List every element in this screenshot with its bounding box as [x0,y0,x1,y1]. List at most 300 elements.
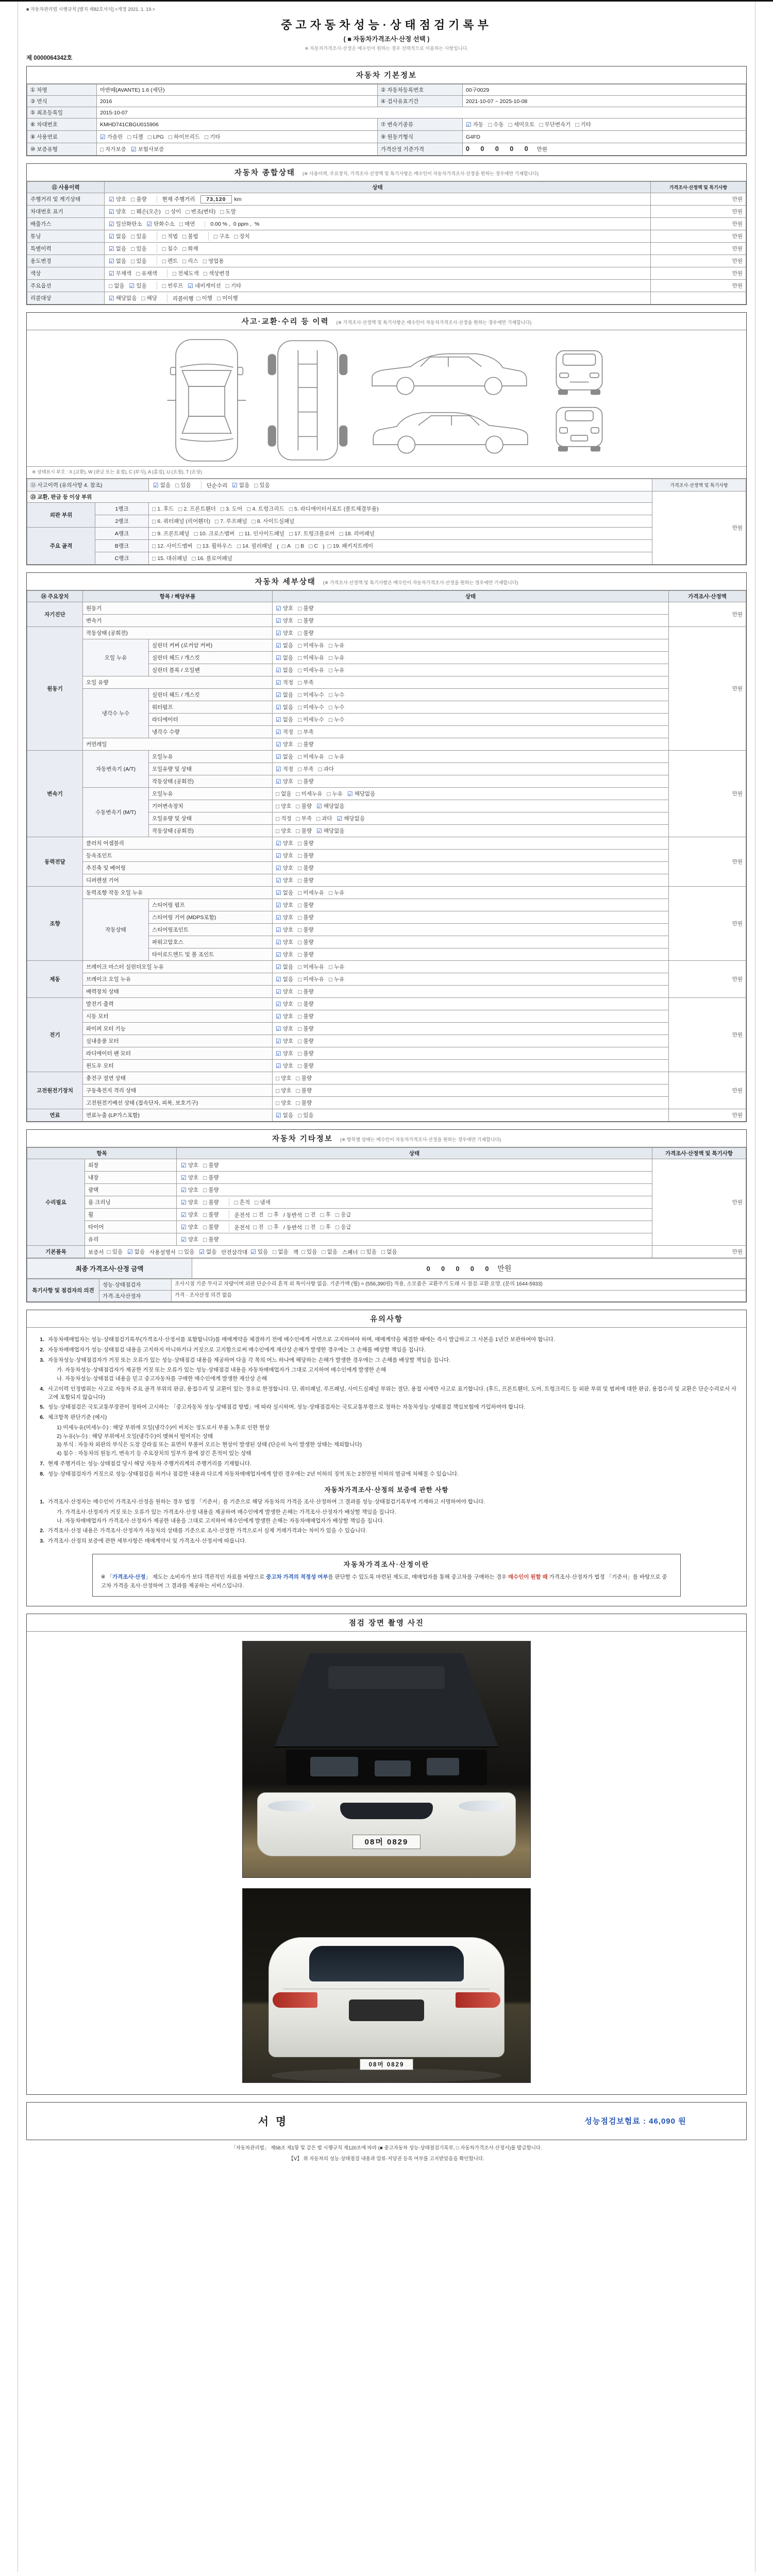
checkbox-불량[interactable]: □ 불량 [298,617,314,624]
checkbox-양호[interactable]: ☑ 양호 [181,1235,199,1243]
checkbox-전체도색[interactable]: □ 전체도색 [172,269,199,277]
item-label: 파워고압호스 [149,936,273,948]
status-options [273,1109,669,1122]
checkbox-없음[interactable]: □ 없음 [381,1248,397,1256]
checkbox-불량[interactable]: □ 불량 [298,901,314,909]
checkbox-icon: □ [213,232,217,240]
checkbox-불량[interactable]: □ 불량 [298,852,314,859]
checkbox-있음[interactable]: ☑ 있음 [129,282,147,290]
checkbox-양호[interactable]: □ 양호 [276,1074,292,1082]
checkbox-없음[interactable]: ☑ 없음 [276,753,294,760]
checkbox-없음[interactable]: ☑ 없음 [127,1248,145,1256]
checkbox-자동[interactable]: ☑ 자동 [466,121,484,128]
checkbox-양호[interactable]: ☑ 양호 [276,951,294,958]
checkbox-18. 리어패널[interactable]: □ 18. 리어패널 [339,530,375,537]
checkbox-없음[interactable]: ☑ 없음 [276,654,294,662]
checkbox-해당없음[interactable]: ☑ 해당없음 [347,790,376,798]
notice-item [36,1357,737,1365]
status-value [177,1172,652,1184]
checkbox-불량[interactable]: □ 불량 [298,1062,314,1070]
checkbox-불량[interactable]: □ 불량 [298,1012,314,1020]
checkbox-없음[interactable]: □ 없음 [322,1248,338,1256]
device-group-label: 연료 [27,1109,83,1122]
status-segment [152,481,201,489]
checkbox-침수[interactable]: □ 침수 [162,245,178,252]
item-label: 오일유량 및 상태 [149,812,273,825]
checkbox-양호[interactable]: ☑ 양호 [276,913,294,921]
checkbox-유채색[interactable]: □ 유채색 [136,269,157,277]
checkbox-11. 인사이드패널[interactable]: □ 11. 인사이드패널 [239,530,284,537]
checkbox-수동[interactable]: □ 수동 [488,121,504,128]
signature-label[interactable]: 서명 [258,2115,294,2128]
checkbox-과다[interactable]: □ 과다 [318,765,334,773]
field-label: ③ 연식 [27,96,97,107]
checkbox-해당없음[interactable]: ☑ 해당없음 [109,294,137,302]
checkbox-전[interactable]: □ 전 [253,1211,264,1218]
checkbox-1. 후드[interactable]: □ 1. 후드 [152,505,174,513]
status-options [273,887,669,899]
checkbox-탄화수소[interactable]: ☑ 탄화수소 [146,220,175,228]
checkbox-없음[interactable]: ☑ 없음 [276,691,294,699]
checkbox-디젤[interactable]: □ 디젤 [127,133,143,141]
checkbox-색상변경[interactable]: □ 색상변경 [203,269,230,277]
checkbox-양호[interactable]: ☑ 양호 [276,1037,294,1045]
checkbox-매연[interactable]: □ 매연 [179,220,195,228]
checkbox-불량[interactable]: □ 불량 [298,1049,314,1057]
checkbox-미세누수[interactable]: □ 미세누수 [298,691,324,699]
checkbox-icon: □ [298,765,302,773]
checkbox-있음[interactable]: ☑ 있음 [250,1248,268,1256]
checkbox-C[interactable]: □ C [309,542,318,550]
text-token: 사용설명서 [149,1249,176,1256]
remarks-role: 가격·조사산정자 [99,1291,172,1302]
checkbox-icon: □ [301,1248,306,1256]
checkbox-6. 쿼터패널 (리어휀더)[interactable]: □ 6. 쿼터패널 (리어휀더) [152,517,210,525]
checkbox-불량[interactable]: □ 불량 [298,629,314,637]
status-value [105,255,651,267]
checkbox-icon: ☑ [109,257,114,265]
item-label: 배출가스 [27,218,105,230]
checkbox-있음[interactable]: □ 있음 [131,232,147,240]
item-label: 동력조향 작동 오일 누유 [83,887,273,899]
column-header: ⑭ 주요장치 [27,591,83,602]
checkbox-누유[interactable]: □ 누유 [328,641,345,649]
checkbox-양호[interactable]: □ 양호 [276,1099,292,1107]
checkbox-불량[interactable]: □ 불량 [298,604,314,612]
checkbox-icon: □ [298,753,302,760]
checkbox-네비게이션[interactable]: ☑ 네비게이션 [188,282,221,290]
checkbox-12. 사이드멤버[interactable]: □ 12. 사이드멤버 [152,542,193,550]
checkbox-양호[interactable]: ☑ 양호 [276,876,294,884]
checkbox-불량[interactable]: □ 불량 [298,926,314,934]
checkbox-미세누유[interactable]: □ 미세누유 [298,753,324,760]
checkbox-해당없음[interactable]: ☑ 해당없음 [316,802,345,810]
checkbox-썬루프[interactable]: □ 썬루프 [162,282,183,290]
checkbox-없음[interactable]: ☑ 없음 [276,666,294,674]
checkbox-A[interactable]: □ A [281,542,291,550]
checkbox-icon: ☑ [276,951,281,958]
rank-label: C랭크 [95,552,149,565]
checkbox-불량[interactable]: □ 불량 [296,1099,312,1107]
checkbox-불량[interactable]: □ 불량 [298,864,314,872]
checkbox-렌트[interactable]: □ 렌트 [162,257,178,265]
checkbox-icon: □ [322,1248,326,1256]
checkbox-불량[interactable]: □ 불량 [298,876,314,884]
checkbox-누유[interactable]: □ 누유 [328,666,345,674]
checkbox-리스[interactable]: □ 리스 [182,257,198,265]
checkbox-icon: □ [203,1186,207,1194]
merged-items [85,1246,652,1258]
checkbox-icon: □ [162,245,166,252]
checkbox-icon: ☑ [188,282,194,290]
checkbox-icon: ☑ [276,938,281,946]
checkbox-후[interactable]: □ 후 [320,1223,331,1231]
checkbox-양호[interactable]: ☑ 양호 [276,617,294,624]
checkbox-5. 라디에이터서포트 (볼트체결부품)[interactable]: □ 5. 라디에이터서포트 (볼트체결부품) [289,505,379,513]
section-title-accident [27,313,746,330]
checkbox-미세누유[interactable]: □ 미세누유 [298,641,324,649]
status-options [273,1097,669,1109]
checkbox-icon: □ [203,257,207,265]
checkbox-기타[interactable]: □ 기타 [225,282,242,290]
checkbox-부족[interactable]: □ 부족 [298,679,314,686]
checkbox-누유[interactable]: □ 누유 [328,889,345,896]
checkbox-없음[interactable]: ☑ 없음 [109,257,127,265]
checkbox-있음[interactable]: □ 있음 [254,481,270,489]
headlight-right [459,1801,505,1812]
status-options [273,936,669,948]
checkbox-있음[interactable]: □ 있음 [175,481,191,489]
checkbox-불량[interactable]: □ 불량 [296,1087,312,1094]
checkbox-양호[interactable]: ☑ 양호 [109,208,127,215]
checkbox-없음[interactable]: ☑ 없음 [276,889,294,896]
checkbox-누유[interactable]: □ 누유 [328,753,345,760]
checkbox-전[interactable]: □ 전 [305,1223,316,1231]
checkbox-icon: ☑ [276,1111,281,1119]
item-label: 기어변속장치 [149,800,273,812]
text-token: 2021-10-07 ~ 2025-10-08 [466,98,528,105]
notice-item-number: 1. [40,1336,44,1343]
checkbox-있음[interactable]: □ 있음 [298,1111,314,1119]
status-options [273,689,669,701]
checkbox-불량[interactable]: □ 불량 [298,1000,314,1008]
engine-block [310,1757,359,1776]
checkbox-없음[interactable]: ☑ 없음 [199,1248,217,1256]
checkbox-화재[interactable]: □ 화재 [182,245,198,252]
checkbox-icon: □ [247,505,251,513]
checkbox-양호[interactable]: ☑ 양호 [181,1198,199,1206]
checkbox-전[interactable]: □ 전 [253,1223,264,1231]
checkbox-있음[interactable]: □ 있음 [131,245,147,252]
checkbox-없음[interactable]: ☑ 없음 [109,245,127,252]
section-overall-state [26,163,747,305]
checkbox-B[interactable]: □ B [295,542,305,550]
checkbox-불량[interactable]: □ 불량 [296,1074,312,1082]
checkbox-해당없음[interactable]: ☑ 해당없음 [337,815,365,822]
checkbox-흔적[interactable]: □ 흔적 [234,1198,250,1206]
checkbox-미세누수[interactable]: □ 미세누수 [298,703,324,711]
table-row [27,1196,746,1209]
checkbox-누유[interactable]: □ 누유 [328,963,345,971]
checkbox-14. 필러패널[interactable]: □ 14. 필러패널 [237,542,273,550]
checkbox-LPG[interactable]: □ LPG [147,133,164,141]
checkbox-양호[interactable]: ☑ 양호 [109,195,127,203]
checkbox-양호[interactable]: ☑ 양호 [276,604,294,612]
checkbox-15. 대쉬패널[interactable]: □ 15. 대쉬패널 [152,554,188,562]
checkbox-해당[interactable]: □ 해당 [141,294,157,302]
basic-info-table [27,84,746,156]
checkbox-양호[interactable]: ☑ 양호 [276,740,294,748]
text-token: 리콜이행 [172,295,194,302]
text-token: 안전삼각대 [221,1249,248,1256]
checkbox-불량[interactable]: □ 불량 [298,740,314,748]
checkbox-불량[interactable]: □ 불량 [203,1211,219,1218]
checkbox-미세누유[interactable]: □ 미세누유 [296,790,323,798]
checkbox-양호[interactable]: ☑ 양호 [276,1012,294,1020]
rear-car-body [268,1937,505,2057]
checkbox-양호[interactable]: ☑ 양호 [181,1211,199,1218]
checkbox-양호[interactable]: ☑ 양호 [276,1049,294,1057]
checkbox-양호[interactable]: ☑ 양호 [276,852,294,859]
checkbox-있음[interactable]: □ 있음 [107,1248,123,1256]
checkbox-도말[interactable]: □ 도말 [220,208,236,215]
checkbox-있음[interactable]: □ 있음 [301,1248,317,1256]
checkbox-없음[interactable]: ☑ 없음 [276,641,294,649]
checkbox-일산화탄소[interactable]: ☑ 일산화탄소 [109,220,142,228]
checkbox-icon: □ [328,716,333,723]
notice-sub-item: 3) 부식 : 자동차 외판의 부식은 도장 갈라짐 또는 표면이 부풀어 오르는 현상이 발생된 상태 (단순히 녹이 발생한 상태는 제외합니다) [57,1442,362,1448]
checkbox-부족[interactable]: □ 부족 [298,765,314,773]
checkbox-있음[interactable]: □ 있음 [178,1248,195,1256]
checkbox-불량[interactable]: □ 불량 [298,938,314,946]
checkbox-양호[interactable]: ☑ 양호 [276,1000,294,1008]
checkbox-불량[interactable]: □ 불량 [298,839,314,847]
checkbox-훼손(오손)[interactable]: □ 훼손(오손) [131,208,161,215]
checkbox-응급[interactable]: □ 응급 [335,1211,351,1218]
document-number: 제 0000064342호 [26,55,73,61]
checkbox-부족[interactable]: □ 부족 [298,728,314,736]
checkbox-자가보증[interactable]: □ 자가보증 [100,145,126,153]
checkbox-icon: □ [320,1223,324,1231]
checkbox-불량[interactable]: □ 불량 [203,1174,219,1181]
checkbox-icon: ☑ [276,617,281,624]
checkbox-불량[interactable]: □ 불량 [298,913,314,921]
checkbox-icon: □ [298,604,302,612]
checkbox-없음[interactable]: ☑ 없음 [109,232,127,240]
document-title: 중고자동차성능·상태점검기록부 [281,19,492,31]
checkbox-없음[interactable]: ☑ 없음 [232,481,250,489]
checkbox-없음[interactable]: ☑ 없음 [276,1111,294,1119]
checkbox-10. 크로스멤버[interactable]: □ 10. 크로스멤버 [194,530,235,537]
status-cell [180,1173,649,1182]
checkbox-없음[interactable]: ☑ 없음 [276,975,294,983]
text-token: G4FD [466,133,481,140]
section-title-overall [27,164,746,181]
checkbox-양호[interactable]: □ 양호 [276,1087,292,1094]
checkbox-무채색[interactable]: ☑ 무채색 [109,269,132,277]
section-title-etc [27,1130,746,1147]
checkbox-icon: ☑ [181,1235,187,1243]
checkbox-icon: □ [217,294,221,302]
checkbox-양호[interactable]: ☑ 양호 [181,1223,199,1231]
checkbox-미세누유[interactable]: □ 미세누유 [298,963,324,971]
checkbox-적정[interactable]: ☑ 적정 [276,728,294,736]
checkbox-변조(변타)[interactable]: □ 변조(변타) [186,208,216,215]
checkbox-양호[interactable]: ☑ 양호 [276,988,294,995]
checkbox-13. 휠하우스[interactable]: □ 13. 휠하우스 [197,542,232,550]
checkbox-양호[interactable]: ☑ 양호 [276,901,294,909]
checkbox-icon: ☑ [337,815,343,822]
checkbox-미이행[interactable]: □ 미이행 [217,294,238,302]
checkbox-영업용[interactable]: □ 영업용 [203,257,224,265]
checkbox-후[interactable]: □ 후 [320,1211,331,1218]
checkbox-냄새[interactable]: □ 냄새 [255,1198,271,1206]
checkbox-이행[interactable]: □ 이행 [196,294,213,302]
checkbox-불량[interactable]: □ 불량 [203,1161,219,1169]
checkbox-2. 프론트휀더[interactable]: □ 2. 프론트휀더 [178,505,216,513]
checkbox-가솔린[interactable]: ☑ 가솔린 [100,133,123,141]
checkbox-누수[interactable]: □ 누수 [328,716,345,723]
checkbox-icon: □ [289,505,293,513]
checkbox-양호[interactable]: ☑ 양호 [276,938,294,946]
checkbox-없음[interactable]: ☑ 없음 [276,703,294,711]
checkbox-양호[interactable]: ☑ 양호 [276,839,294,847]
checkbox-세미오토[interactable]: □ 세미오토 [508,121,535,128]
checkbox-icon: ☑ [181,1161,187,1169]
notice-item-text: 자동차성능·상태점검자가 거짓 또는 오류가 있는 성능·상태점검 내용을 제공하여 다음 각 목의 어느 하나에 해당하는 손해가 발생한 경우에는 그 손해를 배상할 책임을 집니다. [48,1357,451,1363]
checkbox-불량[interactable]: □ 불량 [203,1223,219,1231]
checkbox-양호[interactable]: ☑ 양호 [276,1062,294,1070]
checkbox-양호[interactable]: ☑ 양호 [181,1161,199,1169]
definition-text-part: 가격조사·산정자가 법정 「기준서」를 바탕으로 중고차 가격을 조사·산정하여 그 결과를 제공하는 서비스입니다. [100,1574,667,1589]
checkbox-icon: ☑ [276,913,281,921]
checkbox-8. 사이드실패널[interactable]: □ 8. 사이드실패널 [251,517,295,525]
checkbox-불량[interactable]: □ 불량 [298,951,314,958]
photo-rear-view [242,1888,531,2083]
checkbox-없음[interactable]: □ 없음 [276,790,292,798]
checkbox-누유[interactable]: □ 누유 [328,975,345,983]
checkbox-누유[interactable]: □ 누유 [327,790,343,798]
status-options [273,924,669,936]
table-row [27,788,746,800]
checkbox-있음[interactable]: □ 있음 [131,257,147,265]
checkbox-적정[interactable]: □ 적정 [276,815,292,822]
notice-item-text: 자동차매매업자가 성능·상태점검 내용을 고지하지 아니하거나 거짓으로 고지함으로써 매수인에게 재산상 손해가 발생한 경우에는 그 손해를 배상할 책임을 집니다. [48,1346,426,1353]
checkbox-양호[interactable]: ☑ 양호 [276,1025,294,1032]
checkbox-없음[interactable]: ☑ 없음 [276,963,294,971]
checkbox-양호[interactable]: □ 양호 [276,827,292,835]
status-options [273,664,669,676]
checkbox-불량[interactable]: □ 불량 [203,1198,219,1206]
checkbox-icon: □ [575,121,579,128]
checkbox-불량[interactable]: □ 불량 [298,1025,314,1032]
checkbox-적정[interactable]: ☑ 적정 [276,765,294,773]
checkbox-무단변속기[interactable]: □ 무단변속기 [539,121,571,128]
checkbox-3. 도어[interactable]: □ 3. 도어 [220,505,243,513]
checkbox-후[interactable]: □ 후 [268,1223,279,1231]
checkbox-미세누유[interactable]: □ 미세누유 [298,975,324,983]
checkbox-보험사보증[interactable]: ☑ 보험사보증 [130,145,164,153]
checkbox-불량[interactable]: □ 불량 [203,1186,219,1194]
checkbox-전[interactable]: □ 전 [305,1211,316,1218]
notice-sub-item: 나. 자동차매매업자가 가격조사·산정자가 제공한 내용을 그대로 고지하여 매수인에게 발생한 손해는 자동차매매업자가 배상할 책임을 집니다. [57,1517,384,1524]
checkbox-양호[interactable]: ☑ 양호 [276,926,294,934]
checkbox-누수[interactable]: □ 누수 [328,691,345,699]
field-label: ⑤ 최초등록일 [27,107,97,118]
checkbox-적정[interactable]: ☑ 적정 [276,679,294,686]
checkbox-16. 플로어패널[interactable]: □ 16. 플로어패널 [192,554,232,562]
checkbox-미세누유[interactable]: □ 미세누유 [298,654,324,662]
checkbox-없음[interactable]: ☑ 없음 [153,481,171,489]
status-segment [108,294,167,302]
checkbox-적법[interactable]: □ 적법 [162,232,178,240]
checkbox-불량[interactable]: □ 불량 [296,827,312,835]
checkbox-하이브리드[interactable]: □ 하이브리드 [169,133,200,141]
checkbox-없음[interactable]: ☑ 없음 [276,716,294,723]
checkbox-불량[interactable]: □ 불량 [203,1235,219,1243]
checkbox-누유[interactable]: □ 누유 [328,654,345,662]
checkbox-19. 패키지트레이[interactable]: □ 19. 패키지트레이 [327,542,374,550]
checkbox-응급[interactable]: □ 응급 [335,1223,351,1231]
checkbox-해당없음[interactable]: ☑ 해당없음 [316,827,345,835]
checkbox-없음[interactable]: □ 없음 [109,282,125,290]
final-price-value: 0 0 0 0 0 만원 [192,1259,746,1279]
checkbox-양호[interactable]: □ 양호 [276,802,292,810]
checkbox-불량[interactable]: □ 불량 [298,1037,314,1045]
field-label: ⑥ 차대번호 [27,118,97,131]
checkbox-9. 프론트패널[interactable]: □ 9. 프론트패널 [152,530,190,537]
checkbox-미세누유[interactable]: □ 미세누유 [298,889,324,896]
checkbox-미세누유[interactable]: □ 미세누유 [298,666,324,674]
checkbox-기타[interactable]: □ 기타 [204,133,221,141]
checkbox-불량[interactable]: □ 불량 [296,802,312,810]
checkbox-양호[interactable]: ☑ 양호 [276,777,294,785]
checkbox-상이[interactable]: □ 상이 [165,208,181,215]
checkbox-양호[interactable]: ☑ 양호 [181,1186,199,1194]
checkbox-양호[interactable]: ☑ 양호 [181,1174,199,1181]
checkbox-불량[interactable]: □ 불량 [131,195,147,203]
checkbox-7. 루프패널[interactable]: □ 7. 루프패널 [215,517,247,525]
checkbox-부족[interactable]: □ 부족 [296,815,312,822]
status-value [105,292,651,304]
checkbox-구조[interactable]: □ 구조 [213,232,230,240]
checkbox-불법[interactable]: □ 불법 [182,232,198,240]
checkbox-누수[interactable]: □ 누수 [328,703,345,711]
checkbox-있음[interactable]: □ 있음 [361,1248,377,1256]
checkbox-기타[interactable]: □ 기타 [575,121,591,128]
checkbox-불량[interactable]: □ 불량 [298,777,314,785]
checkbox-후[interactable]: □ 후 [268,1211,279,1218]
checkbox-불량[interactable]: □ 불량 [298,988,314,995]
checkbox-icon: ☑ [276,629,281,637]
checkbox-없음[interactable]: □ 없음 [273,1248,289,1256]
front-grille [340,1803,433,1819]
checkbox-icon: □ [131,257,135,265]
status-segment [229,1223,361,1231]
checkbox-icon: □ [276,1087,280,1094]
table-row [27,131,746,143]
checkbox-양호[interactable]: ☑ 양호 [276,864,294,872]
checkbox-양호[interactable]: ☑ 양호 [276,629,294,637]
checkbox-icon: ☑ [276,889,281,896]
checkbox-미세누수[interactable]: □ 미세누수 [298,716,324,723]
checkbox-장치[interactable]: □ 장치 [234,232,250,240]
checkbox-4. 트렁크리드[interactable]: □ 4. 트렁크리드 [247,505,284,513]
checkbox-과다[interactable]: □ 과다 [316,815,332,822]
price-cell: 만원 [652,1246,746,1258]
checkbox-icon: □ [225,282,230,290]
checkbox-17. 트렁크플로어[interactable]: □ 17. 트렁크플로어 [289,530,335,537]
